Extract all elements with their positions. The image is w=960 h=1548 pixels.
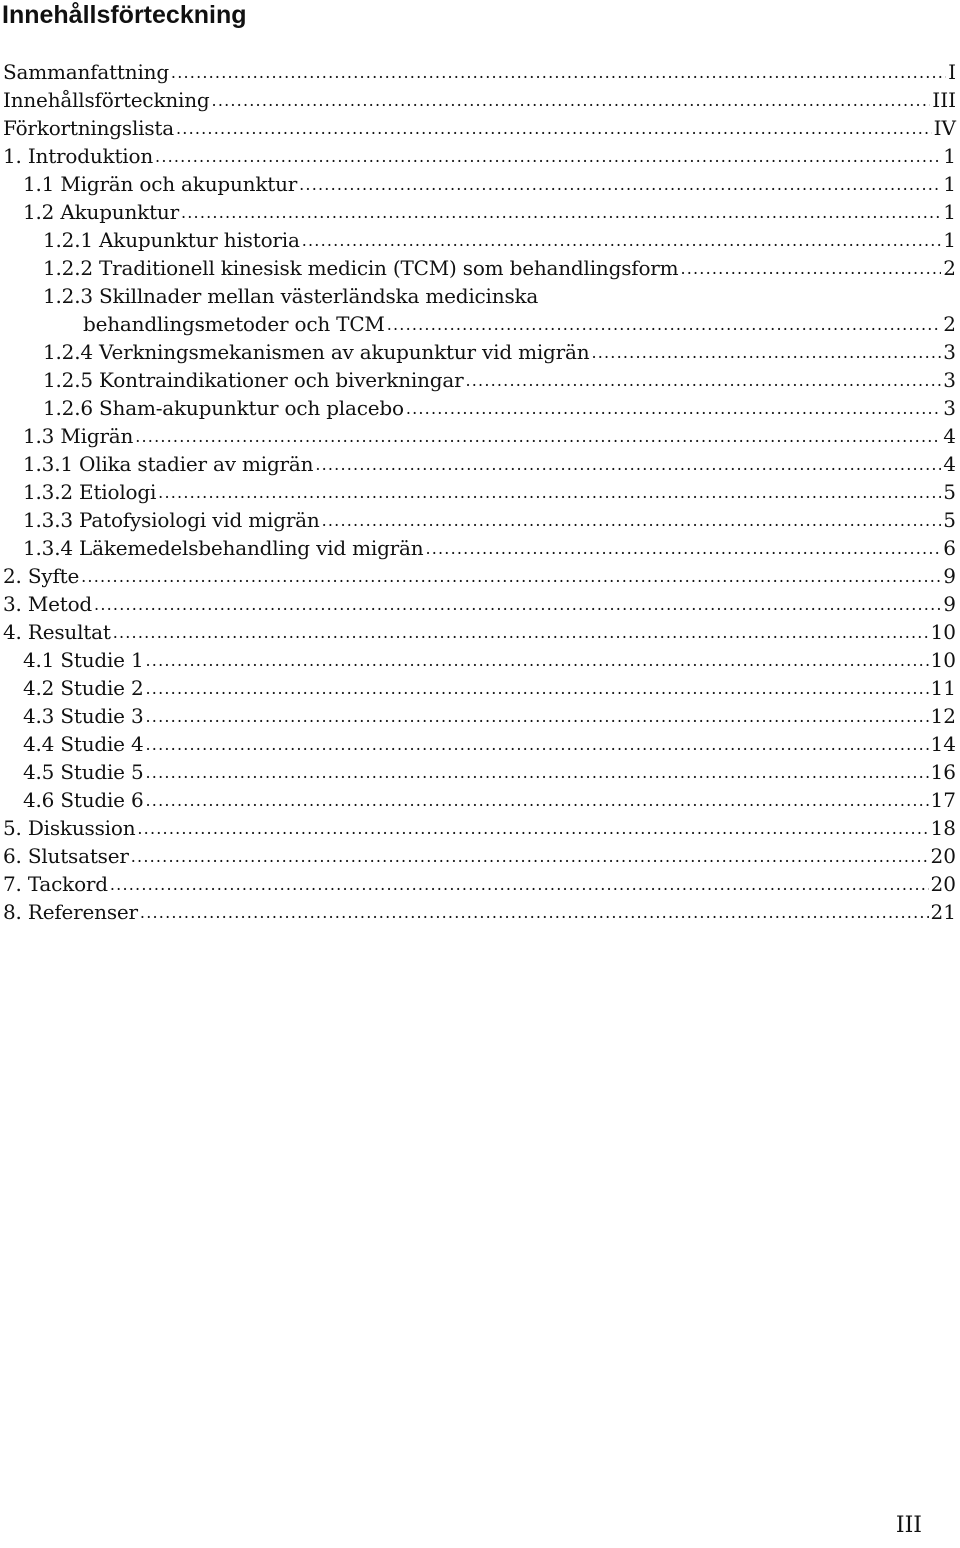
toc-entry-label: 1.2.1 Akupunktur historia	[43, 228, 300, 252]
toc-entry-label: 1.2.3 Skillnader mellan västerländska medicinska	[43, 284, 539, 308]
toc-entry-1-2[interactable]	[0, 198, 960, 226]
toc-leader-dots	[176, 116, 932, 142]
toc-page-number: 5	[943, 508, 956, 532]
toc-entry-label: 5. Diskussion	[3, 816, 136, 840]
toc-entry-1-2-2[interactable]	[0, 254, 960, 282]
toc-entry-label: 8. Referenser	[3, 900, 138, 924]
toc-entry-syfte[interactable]	[0, 562, 960, 590]
toc-entry-4-1[interactable]	[0, 646, 960, 674]
toc-page-number: 3	[943, 368, 956, 392]
toc-entry-introduktion[interactable]	[0, 142, 960, 170]
toc-entry-4-4[interactable]	[0, 730, 960, 758]
toc-leader-dots	[302, 228, 942, 254]
toc-leader-dots	[131, 844, 929, 870]
toc-page-number: 17	[930, 788, 956, 812]
toc-page-number: 10	[930, 648, 956, 672]
toc-entry-innehallsforteckning[interactable]	[0, 86, 960, 114]
toc-entry-resultat[interactable]	[0, 618, 960, 646]
toc-entry-4-3[interactable]	[0, 702, 960, 730]
toc-leader-dots	[212, 88, 931, 114]
toc-entry-label: 1.2 Akupunktur	[23, 200, 179, 224]
toc-entry-label: 4. Resultat	[3, 620, 111, 644]
toc-page-number: 10	[930, 620, 956, 644]
toc-entry-label: 1.3.3 Patofysiologi vid migrän	[23, 508, 320, 532]
toc-entry-label: 1.2.2 Traditionell kinesisk medicin (TCM) som behandlingsform	[43, 256, 679, 280]
toc-entry-label: Innehållsförteckning	[3, 88, 210, 112]
toc-page-number: 21	[930, 900, 956, 924]
toc-entry-1-2-5[interactable]	[0, 366, 960, 394]
toc-entry-label: 6. Slutsatser	[3, 844, 129, 868]
toc-page-number: 4	[943, 452, 956, 476]
toc-entry-4-6[interactable]	[0, 786, 960, 814]
toc-entry-label: 4.3 Studie 3	[23, 704, 144, 728]
toc-page-number: 2	[943, 256, 956, 280]
toc-entry-1-2-3[interactable]	[0, 282, 960, 338]
toc-entry-label: 1.1 Migrän och akupunktur	[23, 172, 298, 196]
toc-leader-dots	[425, 536, 941, 562]
page-title: Innehållsförteckning	[2, 1, 247, 29]
toc-entry-1-2-1[interactable]	[0, 226, 960, 254]
toc-page-number: 3	[943, 396, 956, 420]
toc-entry-1-3-3[interactable]	[0, 506, 960, 534]
toc-entry-label: 1.2.5 Kontraindikationer och biverkningar	[43, 368, 464, 392]
toc-leader-dots	[181, 200, 941, 226]
toc-entry-4-2[interactable]	[0, 674, 960, 702]
toc-entry-1-2-4[interactable]	[0, 338, 960, 366]
toc-entry-referenser[interactable]	[0, 898, 960, 926]
toc-page-number: 4	[943, 424, 956, 448]
toc-leader-dots	[146, 788, 929, 814]
toc-page-number: 9	[943, 564, 956, 588]
toc-leader-dots	[146, 760, 929, 786]
table-of-contents	[0, 58, 960, 926]
toc-leader-dots	[406, 396, 941, 422]
toc-entry-label: 1.2.6 Sham-akupunktur och placebo	[43, 396, 404, 420]
toc-leader-dots	[155, 144, 941, 170]
toc-leader-dots	[387, 312, 942, 338]
toc-entry-label: 4.4 Studie 4	[23, 732, 144, 756]
toc-entry-label: 4.6 Studie 6	[23, 788, 144, 812]
toc-leader-dots	[146, 676, 929, 702]
toc-page-number: 20	[930, 844, 956, 868]
toc-leader-dots	[680, 256, 941, 282]
toc-entry-label: Förkortningslista	[3, 116, 174, 140]
toc-leader-dots	[113, 620, 929, 646]
toc-leader-dots	[158, 480, 941, 506]
toc-leader-dots	[110, 872, 929, 898]
toc-page-number: 1	[943, 228, 956, 252]
toc-entry-label: 4.2 Studie 2	[23, 676, 144, 700]
toc-page-number: 6	[943, 536, 956, 560]
toc-page-number: 1	[943, 144, 956, 168]
toc-page-number: III	[932, 88, 956, 112]
toc-leader-dots	[81, 564, 941, 590]
toc-entry-label: 3. Metod	[3, 592, 93, 616]
toc-page-number: 1	[943, 172, 956, 196]
toc-page-number: 1	[943, 200, 956, 224]
toc-leader-dots	[146, 648, 929, 674]
toc-entry-diskussion[interactable]	[0, 814, 960, 842]
toc-leader-dots	[94, 592, 941, 618]
toc-leader-dots	[140, 900, 929, 926]
toc-page-number: IV	[933, 116, 956, 140]
toc-entry-label: 1.3.2 Etiologi	[23, 480, 157, 504]
toc-leader-dots	[322, 508, 942, 534]
toc-leader-dots	[146, 704, 929, 730]
toc-leader-dots	[135, 424, 941, 450]
toc-entry-forkortningslista[interactable]	[0, 114, 960, 142]
toc-page-number: 3	[943, 340, 956, 364]
toc-leader-dots	[591, 340, 941, 366]
toc-entry-label: 4.5 Studie 5	[23, 760, 144, 784]
toc-entry-label: 1.2.4 Verkningsmekanismen av akupunktur vid migrän	[43, 340, 590, 364]
toc-leader-dots	[146, 732, 929, 758]
toc-entry-1-3-1[interactable]	[0, 450, 960, 478]
toc-entry-label-continued: behandlingsmetoder och TCM	[83, 312, 385, 336]
toc-entry-label: Sammanfattning	[3, 60, 169, 84]
toc-entry-sammanfattning[interactable]	[0, 58, 960, 86]
toc-page-number: 20	[930, 872, 956, 896]
toc-leader-dots	[315, 452, 941, 478]
toc-entry-label: 1.3.4 Läkemedelsbehandling vid migrän	[23, 536, 424, 560]
toc-page-number: 5	[943, 480, 956, 504]
toc-page-number: 12	[930, 704, 956, 728]
toc-leader-dots	[171, 60, 946, 86]
toc-entry-label: 1. Introduktion	[3, 144, 154, 168]
toc-entry-tackord[interactable]	[0, 870, 960, 898]
toc-page-number: 14	[930, 732, 956, 756]
toc-entry-label: 7. Tackord	[3, 872, 108, 896]
toc-entry-1-1[interactable]	[0, 170, 960, 198]
toc-entry-1-3[interactable]	[0, 422, 960, 450]
toc-entry-1-2-6[interactable]	[0, 394, 960, 422]
toc-entry-label: 1.3.1 Olika stadier av migrän	[23, 452, 314, 476]
toc-page-number: I	[948, 60, 956, 84]
page-number: III	[895, 1513, 922, 1538]
toc-entry-4-5[interactable]	[0, 758, 960, 786]
toc-entry-label: 4.1 Studie 1	[23, 648, 144, 672]
toc-leader-dots	[465, 368, 941, 394]
toc-entry-slutsatser[interactable]	[0, 842, 960, 870]
toc-entry-1-3-4[interactable]	[0, 534, 960, 562]
toc-page-number: 16	[930, 760, 956, 784]
toc-leader-dots	[299, 172, 941, 198]
toc-page-number: 18	[930, 816, 956, 840]
toc-entry-metod[interactable]	[0, 590, 960, 618]
toc-page-number: 11	[930, 676, 956, 700]
toc-page-number: 2	[943, 312, 956, 336]
toc-page-number: 9	[943, 592, 956, 616]
toc-entry-label: 2. Syfte	[3, 564, 80, 588]
toc-leader-dots	[137, 816, 928, 842]
toc-entry-1-3-2[interactable]	[0, 478, 960, 506]
toc-entry-label: 1.3 Migrän	[23, 424, 134, 448]
